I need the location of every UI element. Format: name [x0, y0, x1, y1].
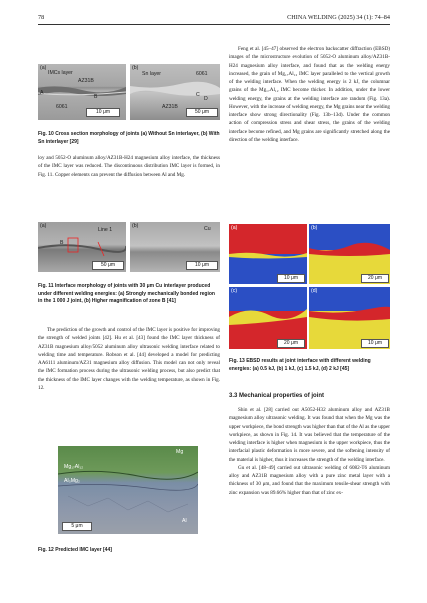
section-heading: 3.3 Mechanical properties of joint — [229, 393, 325, 399]
fig13-panel-b — [309, 224, 390, 284]
fig11b-tag: (b) — [132, 223, 139, 229]
left-paragraph-1 — [38, 154, 220, 179]
fig13c-scale-bar: 20 μm — [277, 339, 305, 348]
left-paragraph-2 — [38, 326, 220, 392]
fig10a-imc-label: IMCs layer — [48, 70, 73, 76]
fig11-panel-b — [130, 222, 220, 272]
fig13-caption: Fig. 13 EBSD results at joint interface with different welding energies: (a) 0.5 kJ, (b) 1 kJ, (c) 1.5 kJ, (d) 2 kJ [45] — [229, 358, 371, 372]
fig12-mg17al12-label: Mg₁₇Al₁₂ — [64, 464, 84, 470]
fig13a-tag: (a) — [231, 225, 238, 231]
fig10b-az31b-label: AZ31B — [162, 104, 178, 110]
right-paragraph-1 — [229, 45, 390, 144]
fig12-mg-label: Mg — [176, 449, 184, 455]
fig11a-scale-bar: 50 μm — [92, 261, 124, 270]
fig10a-a-label: A — [40, 90, 44, 96]
fig13-panel-a — [229, 224, 307, 284]
fig13d-scale-bar: 10 μm — [361, 339, 389, 348]
fig10b-tag: (b) — [132, 65, 139, 71]
fig11a-b-label: B — [60, 240, 64, 246]
fig10a-scale-bar: 10 μm — [86, 108, 120, 117]
fig10b-scale-bar: 50 μm — [186, 108, 218, 117]
fig10b-sn-label: Sn layer — [142, 71, 162, 77]
header-rule — [38, 24, 390, 25]
fig11-caption: Fig. 11 Interface morphology of joints with 30 μm Cu interlayer produced under different welding energies: (a) Strongly mechanically bonded region in the 1 000 J joint, (b) Higher magnification of zone B [41] — [38, 283, 215, 305]
right-para1-text: Feng et al. [45–47] observed the electron backscatter diffraction (EBSD) images of the microstructure evolution of 5052-O aluminum alloy/AZ31B-H24 magnesium alloy interface, and found that as the welding energy increased, the grain of Mg₁₇Al₁₂ IMC layer paralleled to the vertical growth of the welding interface. When the welding energy is 2 kJ, the columnar grains of the Mg₁₇Al₁₂ IMC become thicker. In addition, under the lower welding energy, the grains at the welding interface are random (Fig. 13a). However, with the increase of welding energy, the Mg grains near the welding interface show strong directionality (Fig. 13b–13d). Under the common action of compression stress and shear stress, the grains of the welding interface become refined, and Mg grains are significantly stretched along the direction of the welding interface. — [229, 46, 390, 143]
fig10-panel-b — [130, 64, 220, 120]
fig13c-tag: (c) — [231, 288, 238, 294]
fig10a-b-label: B — [94, 94, 98, 100]
fig11b-cu-label: Cu — [204, 226, 211, 232]
right-para2-text: Shin et al. [28] carried out A5052-H32 aluminum alloy and AZ31B magnesium alloy ultrasonic welding. It was found that when the Mg was the upper workpiece, the bond strength was higher than that of the Al as the upper workpiece, as shown in Fig. 14. It was believed that the temperature of the welding interface is higher when magnesium is the upper workpiece, thus the interfacial plastic deformation is more severe, and the softening intensity of the material is higher, thus it increases the strength of the welding interface. — [229, 407, 390, 463]
fig12-image — [58, 446, 198, 534]
fig12-scale-bar: 5 μm — [62, 522, 92, 531]
fig10b-c-label: C — [196, 92, 200, 98]
fig12-caption: Fig. 12 Predicted IMC layer [44] — [38, 547, 112, 553]
fig13a-scale-bar: 10 μm — [277, 274, 305, 283]
fig10b-d-label: D — [204, 96, 208, 102]
fig13b-tag: (b) — [311, 225, 318, 231]
left-para2-text: The prediction of the growth and control of the IMC layer is positive for improving the strength of welded joints [42]. Hu et al. [43] found the IMC layer thickness of AZ31B magnesium alloy/5052 aluminum alloy ultrasonic welding interface related to welding time and temperature. Robson et al. [44] developed a model for predicting AA6111 aluminum/AZ31 magnesium alloy diffusion. This model can not only reveal the IMC formation process during the ultrasonic welding process, but also predict that the thickness of the IMC layer changes with the welding temperature, as shown in Fig. 12. — [38, 327, 220, 391]
fig10a-6061-label: 6061 — [56, 104, 68, 110]
fig10a-az31b-label: AZ31B — [78, 78, 94, 84]
fig11a-line-label: Line 1 — [98, 227, 113, 233]
fig12-al3mg2-label: Al₃Mg₂ — [64, 478, 80, 484]
fig13-panel-c — [229, 287, 307, 349]
fig13-panel-d — [309, 287, 390, 349]
right-paragraph-2 — [229, 406, 390, 497]
fig13b-scale-bar: 20 μm — [361, 274, 389, 283]
page-number: 78 — [38, 14, 45, 21]
journal-header: CHINA WELDING (2025) 34 (1): 74–84 — [287, 14, 390, 21]
fig13d-tag: (d) — [311, 288, 318, 294]
fig12-grain-overlay — [58, 446, 198, 534]
fig10a-tag: (a) — [40, 65, 47, 71]
fig10b-6061-label: 6061 — [196, 71, 208, 77]
fig12-al-label: Al — [182, 518, 187, 524]
fig11a-tag: (a) — [40, 223, 47, 229]
fig11-panel-a — [38, 222, 126, 272]
left-para1-text: loy and 5052-O aluminum alloy/AZ31B-H24 magnesium alloy interface, the thickness of the IMC layer was reduced. The discontinuous distribution IMC layer is formed, in Fig. 11. Copper elements can prevent the diffusion between Al and Mg. — [38, 155, 220, 178]
fig10-panel-a — [38, 64, 126, 120]
right-para3-text: Gu et al. [48–49] carried out ultrasonic welding of 6082-T6 aluminum alloy and AZ31B magnesium alloy with a pure zinc metal layer with a thickness of 30 μm, and found that the maximum tensile-shear strength with zinc expansion was 89.66% higher than that of zinc ex- — [229, 464, 390, 496]
fig11b-scale-bar: 10 μm — [186, 261, 218, 270]
fig10-caption: Fig. 10 Cross section morphology of joints (a) Without Sn interlayer, (b) With Sn interlayer [29] — [38, 131, 220, 145]
